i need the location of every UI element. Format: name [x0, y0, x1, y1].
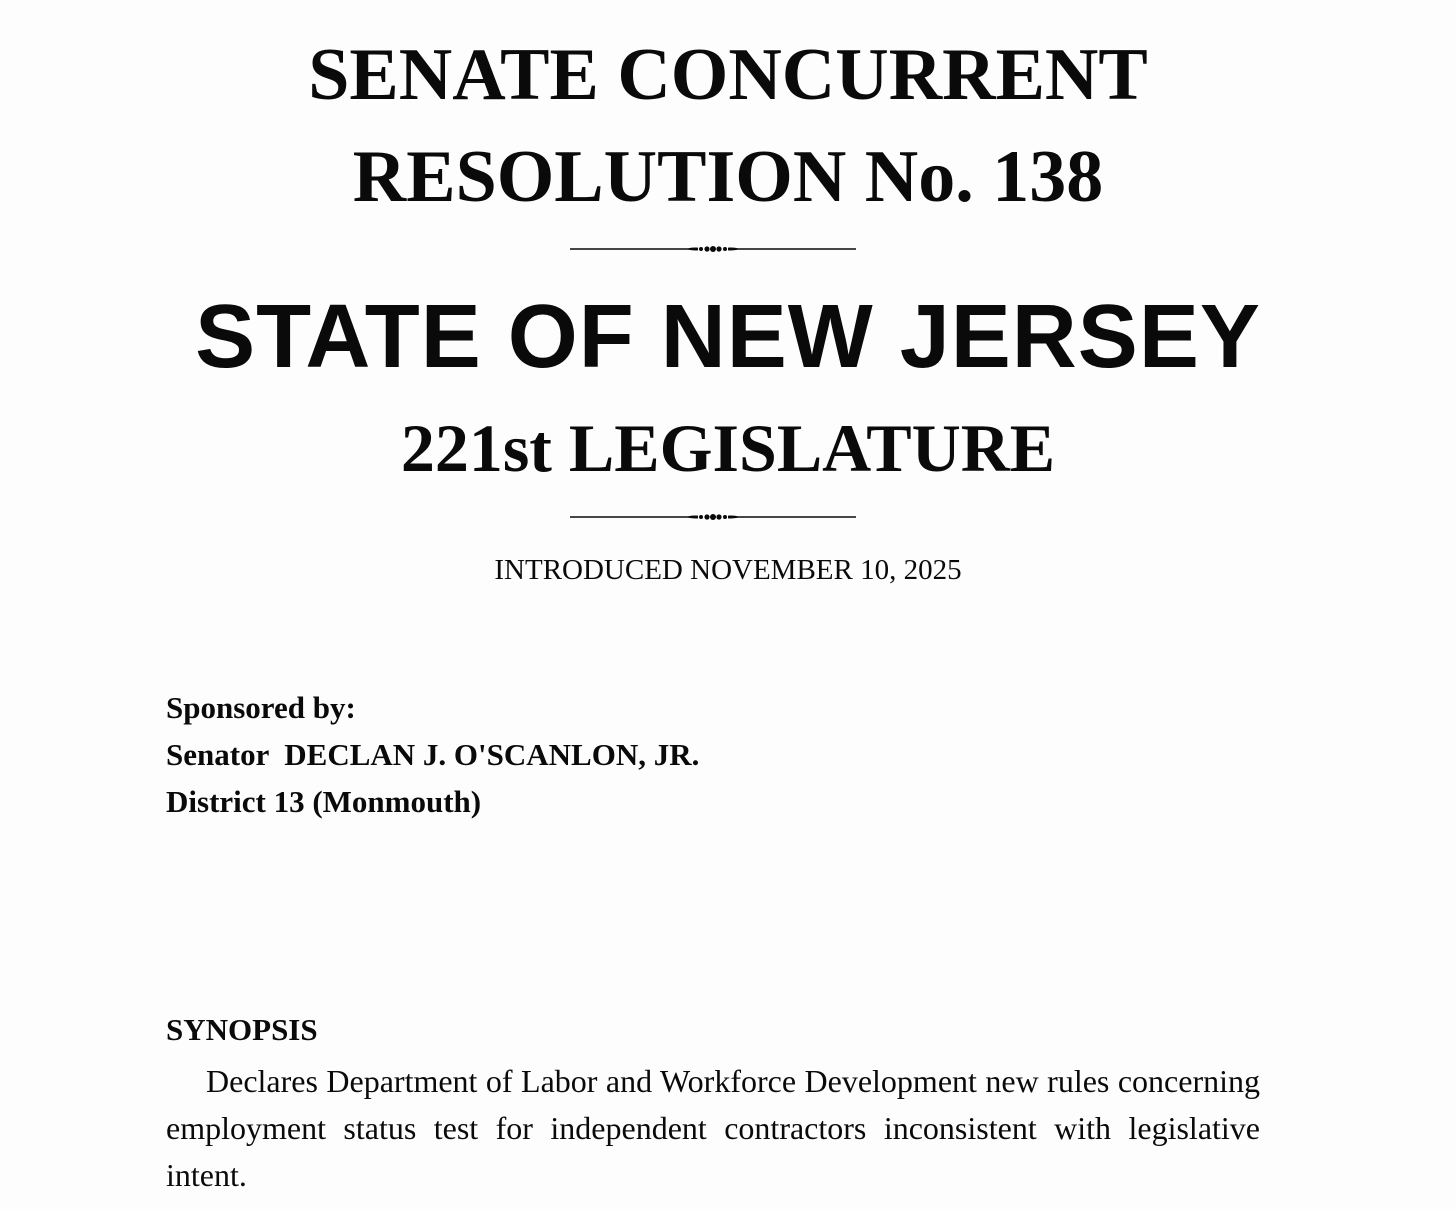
resolution-title-line-1: SENATE CONCURRENT — [308, 34, 1148, 116]
sponsor-district: District 13 (Monmouth) — [166, 784, 482, 819]
sponsor-senator: Senator DECLAN J. O'SCANLON, JR. — [166, 737, 700, 772]
introduced-date: INTRODUCED NOVEMBER 10, 2025 — [494, 554, 962, 586]
ornamental-divider — [570, 243, 856, 255]
synopsis-text: Declares Department of Labor and Workforce Development new rules concerning employment status test for independent contractors inconsistent with legislative intent. — [166, 1063, 1260, 1193]
resolution-title-line-2: RESOLUTION No. 138 — [352, 136, 1104, 218]
state-name: STATE OF NEW JERSEY — [195, 287, 1261, 387]
legislature-name: 221st LEGISLATURE — [400, 410, 1056, 486]
sponsor-block — [166, 684, 699, 825]
ornamental-divider — [570, 511, 856, 523]
sponsor-label: Sponsored by: — [166, 690, 356, 725]
synopsis-heading: SYNOPSIS — [166, 1012, 318, 1047]
